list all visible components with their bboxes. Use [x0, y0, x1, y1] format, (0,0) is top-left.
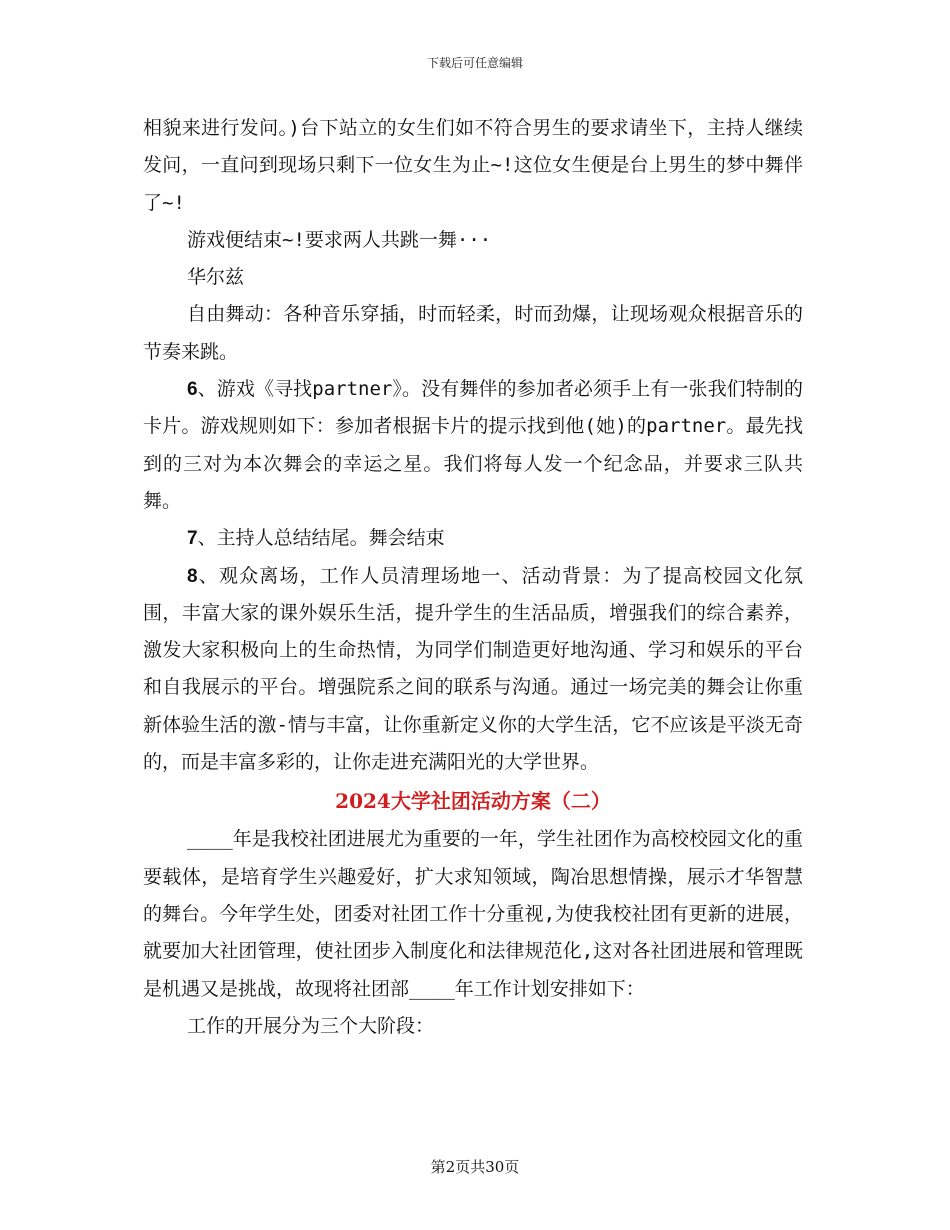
paragraph-continued: 相貌来进行发问。)台下站立的女生们如不符合男生的要求请坐下，主持人继续发问，一直问到现场只剩下一位女生为止~!这位女生便是台上男生的梦中舞伴了~!: [143, 117, 803, 214]
paragraph-stages: 工作的开展分为三个大阶段：: [187, 1014, 435, 1037]
paragraph-intro: ____年是我校社团进展尤为重要的一年，学生社团作为高校校园文化的重要载体，是培育学生兴趣爱好，扩大求知领域，陶冶思想情操，展示才华智慧的舞台。今年学生处，团委对社团工作十分重视,为使我校社团有更新的进展，就要加大社团管理，使社团步入制度化和法律规范化,这对各社团进展和管理既是机遇又是挑战，故现将社团部____年工作计划安排如下：: [143, 828, 803, 1000]
list-number-6: 6: [187, 379, 198, 401]
document-body: [143, 110, 803, 1045]
page-header: 下载后可任意编辑: [426, 56, 523, 70]
list-item-7: [143, 520, 803, 557]
paragraph-free-dance: 自由舞动：各种音乐穿插，时而轻柔，时而劲爆，让现场观众根据音乐的节奏来跳。: [143, 303, 803, 363]
list-text-7: 、主持人总结结尾。舞会结束: [197, 527, 445, 550]
list-text-8: 、观众离场，工作人员清理场地一、活动背景：为了提高校园文化氛围，丰富大家的课外娱乐生活，提升学生的生活品质，增强我们的综合素养，激发大家积极向上的生命热情，为同学们制造更好地沟通、学习和娱乐的平台和自我展示的平台。增强院系之间的联系与沟通。通过一场完美的舞会让你重新体验生活的激-情与丰富，让你重新定义你的大学生活，它不应该是平淡无奇的，而是丰富多彩的，让你走进充满阳光的大学世界。: [143, 564, 803, 774]
list-item-6: [143, 371, 803, 520]
list-number-8: 8: [187, 565, 198, 587]
list-number-7: 7: [187, 528, 198, 550]
list-item-8: [143, 558, 803, 782]
list-text-6: 、游戏《寻找partner》。没有舞伴的参加者必须手上有一张我们特制的卡片。游戏规则如下：参加者根据卡片的提示找到他(她)的partner。最先找到的三对为本次舞会的幸运之星。我们将每人发一个纪念品，并要求三队共舞。: [143, 378, 803, 512]
page-footer: 第2页共30页: [430, 1158, 520, 1176]
paragraph-waltz: 华尔兹: [187, 266, 245, 289]
section-title: 2024大学社团活动方案（二）: [335, 789, 611, 814]
paragraph-game-end: 游戏便结束~!要求两人共跳一舞···: [187, 228, 492, 251]
